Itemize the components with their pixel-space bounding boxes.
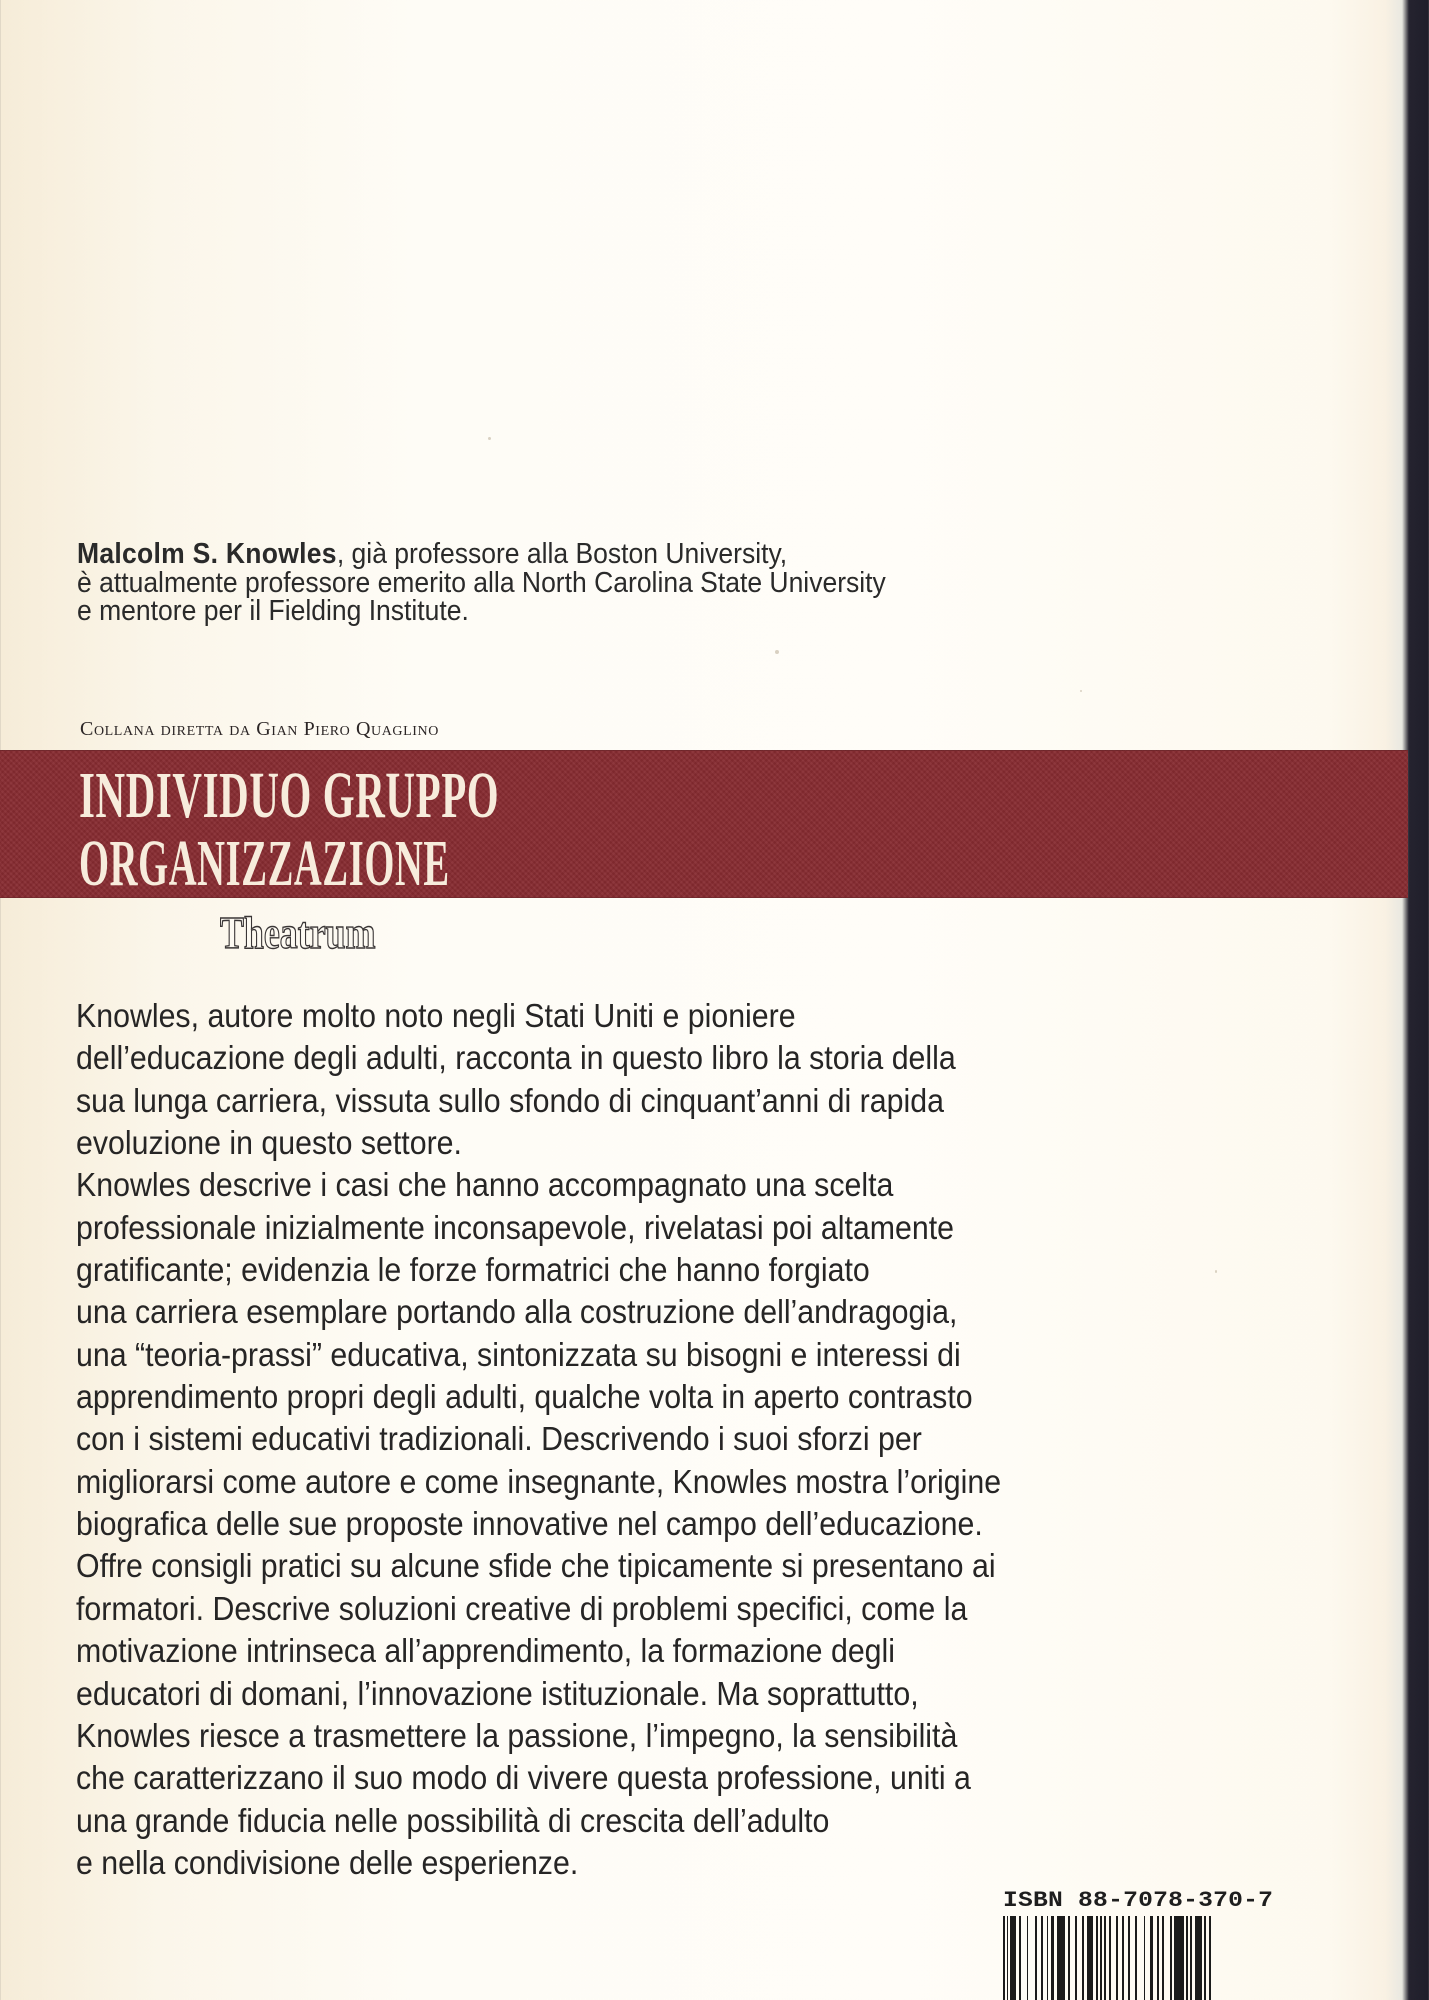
blurb-line: e nella condivisione delle esperienze. — [76, 1844, 579, 1882]
blurb-line: educatori di domani, l’innovazione istituzionale. Ma soprattutto, — [76, 1675, 919, 1713]
imprint-logo: Theatrum — [220, 907, 376, 958]
blurb-line: che caratterizzano il suo modo di vivere questa professione, uniti a — [76, 1760, 971, 1798]
blurb-line: Knowles descrive i casi che hanno accompagnato una scelta — [76, 1167, 894, 1205]
author-bio-line-1: Malcolm S. Knowles, già professore alla Boston University, — [77, 538, 788, 570]
blurb-line: con i sistemi educativi tradizionali. Descrivendo i suoi sforzi per — [76, 1421, 922, 1459]
blurb-line: sua lunga carriera, vissuta sullo sfondo di cinquant’anni di rapida — [76, 1082, 944, 1120]
blurb-line: Knowles riesce a trasmettere la passione, l’impegno, la sensibilità — [76, 1717, 958, 1755]
blurb-line: apprendimento propri degli adulti, qualche volta in aperto contrasto — [76, 1379, 973, 1417]
author-name: Malcolm S. Knowles — [77, 538, 337, 570]
blurb-line: migliorarsi come autore e come insegnante, Knowles mostra l’origine — [76, 1463, 1002, 1501]
barcode-icon — [1003, 1916, 1255, 2000]
series-title-line-1: INDIVIDUO GRUPPO — [79, 759, 500, 832]
blurb-line: una carriera esemplare portando alla costruzione dell’andragogia, — [76, 1294, 958, 1332]
author-bio-line-3: e mentore per il Fielding Institute. — [77, 595, 469, 627]
blurb-line: formatori. Descrive soluzioni creative di problemi specifici, come la — [76, 1590, 968, 1628]
isbn-number: ISBN 88-7078-370-7 — [1003, 1888, 1274, 1913]
author-bio-line-2: è attualmente professore emerito alla North Carolina State University — [77, 566, 886, 599]
blurb-line: una grande fiducia nelle possibilità di crescita dell’adulto — [76, 1802, 830, 1840]
blurb-text — [76, 996, 1001, 1885]
paper-speck — [1080, 690, 1082, 692]
series-title — [79, 759, 757, 900]
paper-speck — [488, 437, 491, 440]
blurb-line: Offre consigli pratici su alcune sfide che tipicamente si presentano ai — [76, 1548, 996, 1586]
paper-speck — [775, 650, 779, 654]
blurb-line: gratificante; evidenzia le forze formatrici che hanno forgiato — [76, 1252, 870, 1290]
blurb-line: biografica delle sue proposte innovative nel campo dell’educazione. — [76, 1506, 983, 1544]
blurb-line: dell’educazione degli adulti, racconta in questo libro la storia della — [76, 1040, 956, 1078]
blurb-line: una “teoria-prassi” educativa, sintonizzata su bisogni e interessi di — [76, 1336, 961, 1374]
isbn-block — [1003, 1888, 1274, 1913]
author-bio — [77, 540, 886, 626]
blurb-line: motivazione intrinseca all’apprendimento, la formazione degli — [76, 1633, 896, 1671]
series-title-line-2: ORGANIZZAZIONE — [79, 827, 450, 900]
series-editor-credit: Collana diretta da Gian Piero Quaglino — [80, 718, 439, 740]
blurb-line: professionale inizialmente inconsapevole, rivelatasi poi altamente — [76, 1209, 955, 1247]
paper-speck — [1215, 1270, 1217, 1273]
blurb-line: Knowles, autore molto noto negli Stati Uniti e pioniere — [76, 998, 796, 1035]
blurb-line: evoluzione in questo settore. — [76, 1125, 462, 1163]
